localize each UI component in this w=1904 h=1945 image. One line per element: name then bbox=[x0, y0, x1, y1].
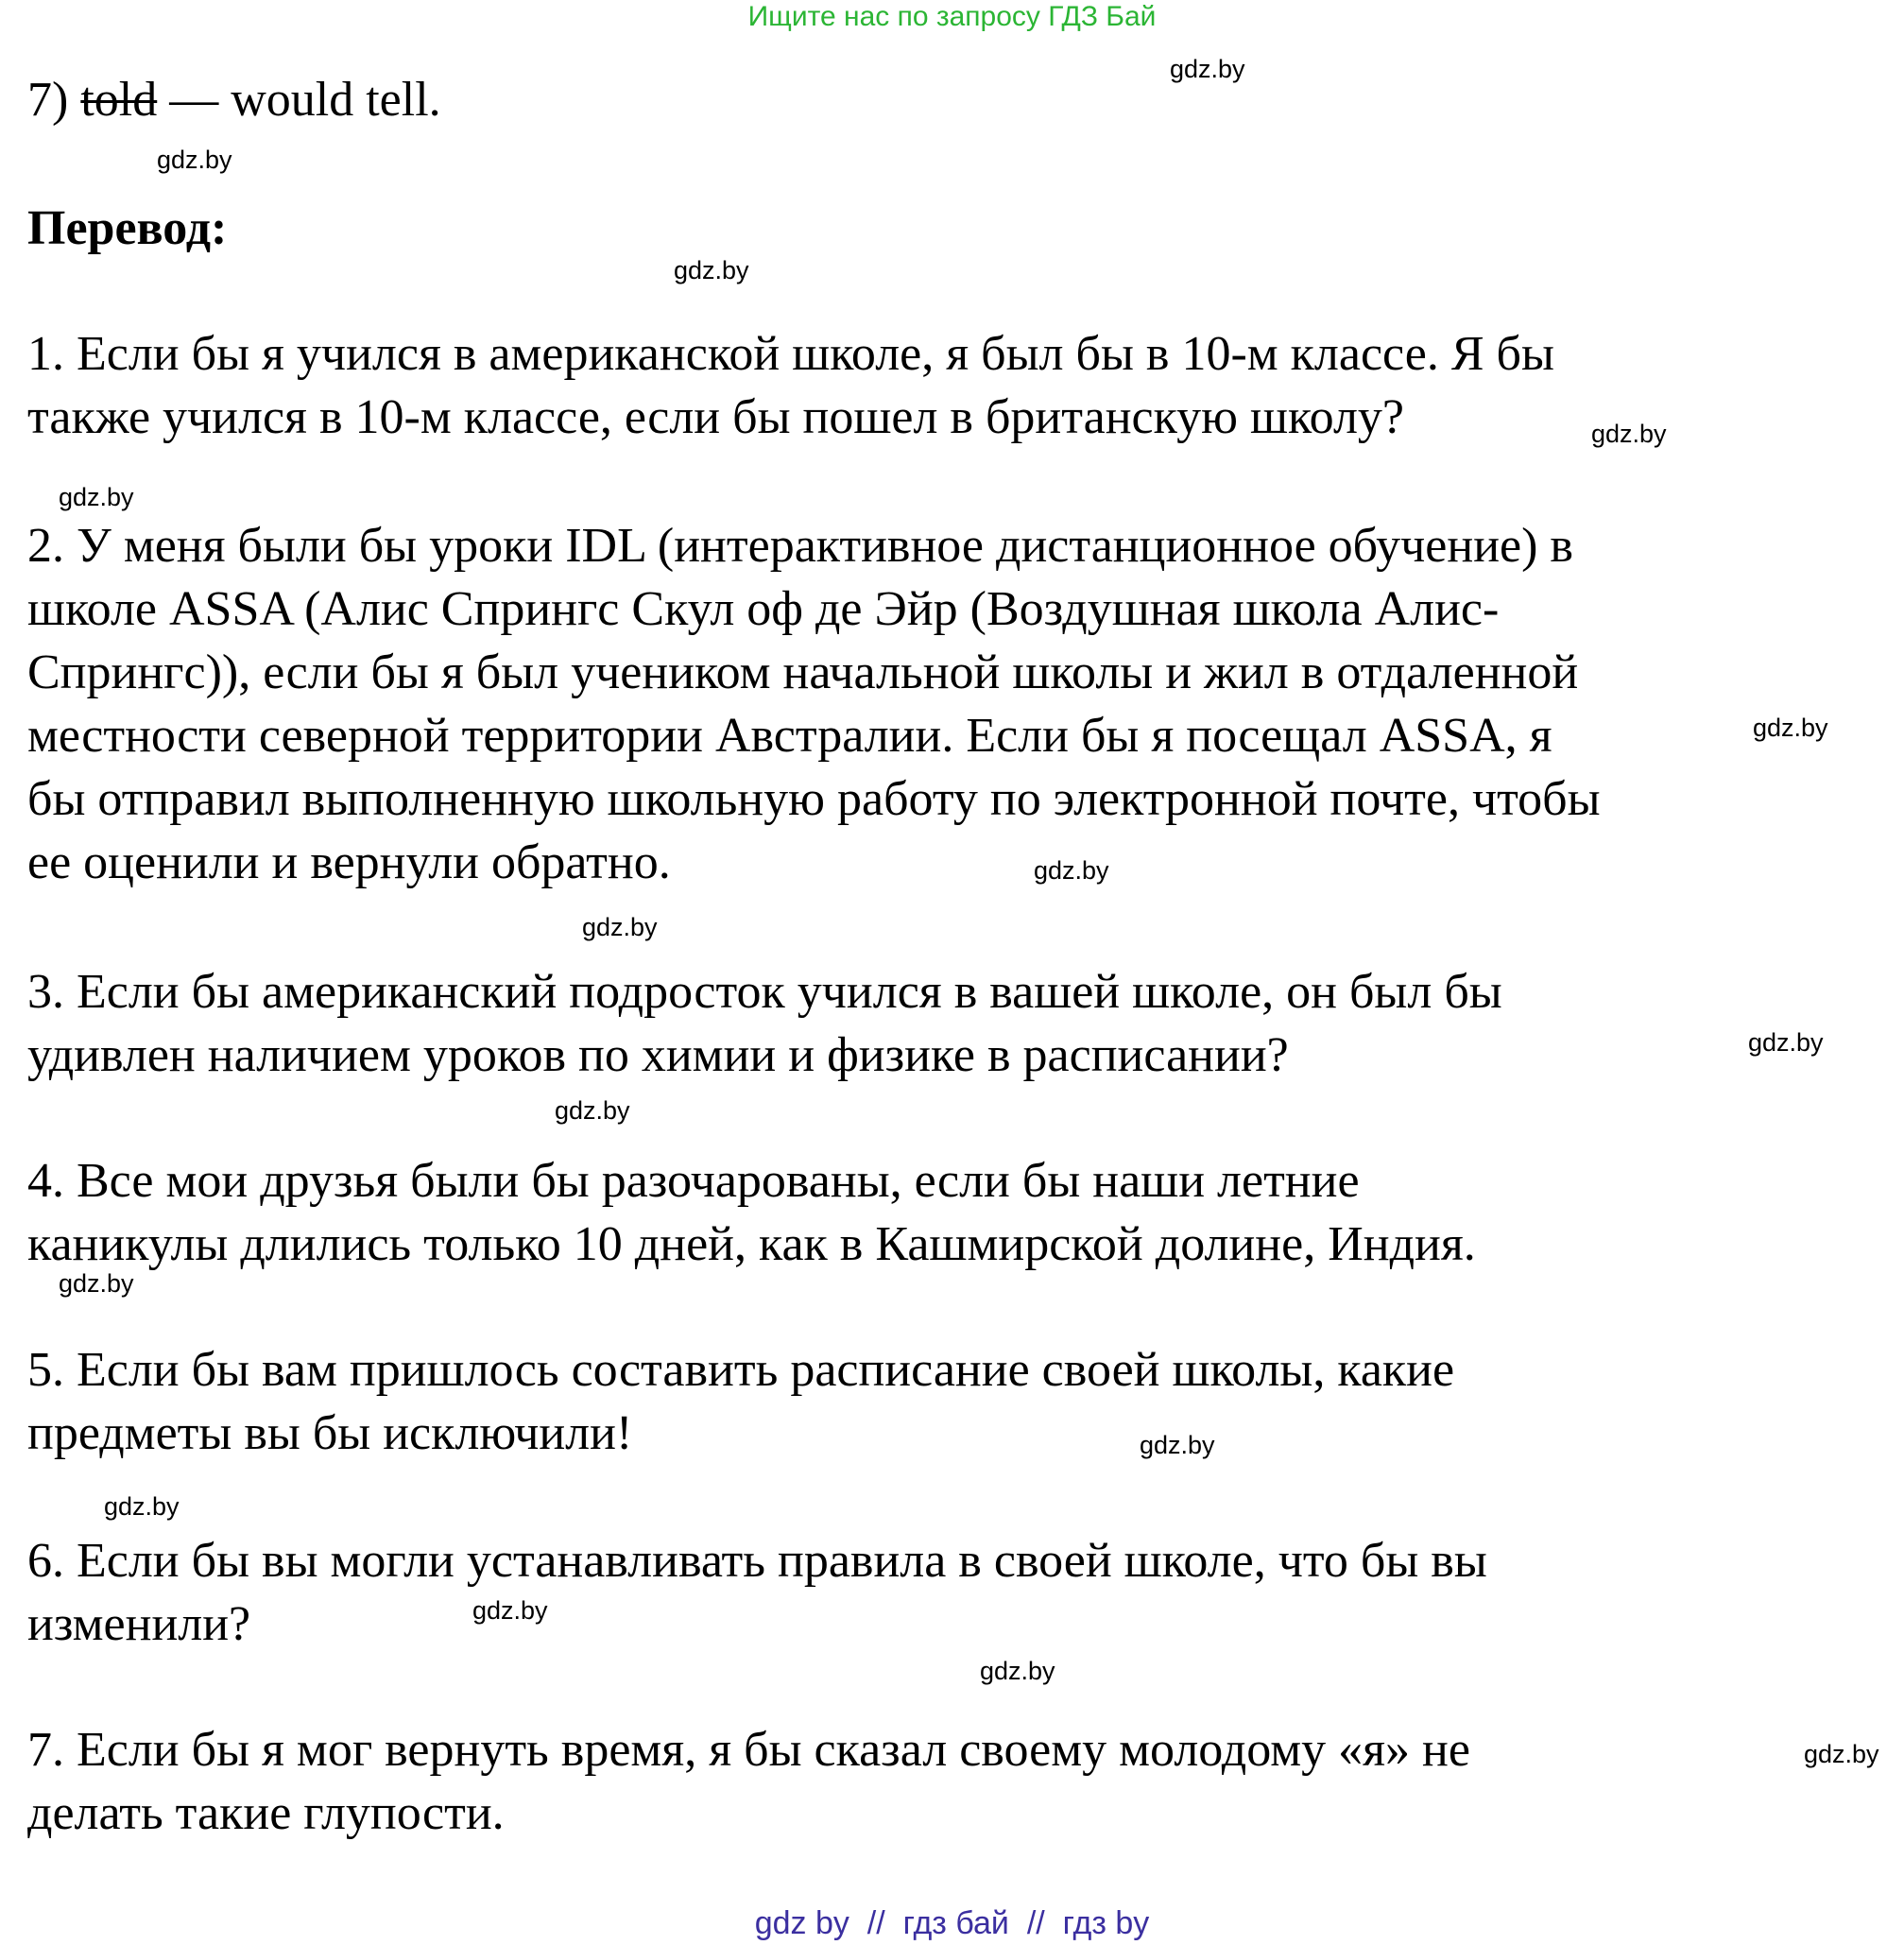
text-line: 2. У меня были бы уроки IDL (интерактивное дистанционное обучение) в bbox=[27, 519, 1573, 573]
watermark: gdz.by bbox=[582, 913, 658, 941]
text-line: также учился в 10-м классе, если бы пошел в британскую школу? bbox=[27, 390, 1404, 444]
text-line: 5. Если бы вам пришлось составить расписание своей школы, какие bbox=[27, 1343, 1455, 1397]
text-line: 7. Если бы я мог вернуть время, я бы сказал своему молодому «я» не bbox=[27, 1723, 1470, 1777]
text-line: делать такие глупости. bbox=[27, 1786, 505, 1840]
text-line: изменили? bbox=[27, 1597, 251, 1651]
watermark: gdz.by bbox=[1140, 1431, 1215, 1459]
answer-7 bbox=[27, 72, 441, 129]
translation-heading: Перевод: bbox=[27, 201, 228, 255]
watermark: gdz.by bbox=[1170, 55, 1245, 83]
text-line: местности северной территории Австралии. Если бы я посещал ASSA, я bbox=[27, 709, 1552, 763]
text-line: предметы вы бы исключили! bbox=[27, 1406, 633, 1460]
text-line: 3. Если бы американский подросток учился в вашей школе, он был бы bbox=[27, 965, 1502, 1019]
answer-7-struck-word: told bbox=[80, 73, 158, 127]
watermark: gdz.by bbox=[555, 1096, 630, 1125]
text-line: школе ASSA (Алис Спрингс Скул оф де Эйр (Воздушная школа Алис- bbox=[27, 582, 1500, 636]
watermark: gdz.by bbox=[157, 146, 232, 174]
watermark: gdz.by bbox=[59, 1269, 134, 1298]
watermark: gdz.by bbox=[1034, 856, 1109, 885]
answer-7-number: 7) bbox=[27, 73, 69, 127]
text-line: каникулы длились только 10 дней, как в Кашмирской долине, Индия. bbox=[27, 1217, 1476, 1271]
watermark: gdz.by bbox=[1748, 1028, 1824, 1057]
watermark: gdz.by bbox=[59, 483, 134, 511]
text-line: 1. Если бы я учился в американской школе, я был бы в 10-м классе. Я бы bbox=[27, 327, 1554, 381]
watermark: gdz.by bbox=[1753, 714, 1828, 742]
text-line: 4. Все мои друзья были бы разочарованы, если бы наши летние bbox=[27, 1154, 1360, 1208]
text-line: Спрингс)), если бы я был учеником начальной школы и жил в отдаленной bbox=[27, 645, 1579, 699]
watermark: gdz.by bbox=[674, 256, 749, 284]
watermark: gdz.by bbox=[1591, 420, 1667, 448]
watermark: gdz.by bbox=[980, 1657, 1055, 1685]
watermark: gdz.by bbox=[104, 1492, 180, 1521]
answer-7-correction: — would tell. bbox=[169, 73, 441, 127]
text-line: бы отправил выполненную школьную работу по электронной почте, чтобы bbox=[27, 772, 1601, 826]
footer-links: gdz by // гдз бай // гдз by bbox=[754, 1905, 1150, 1941]
text-line: ее оценили и вернули обратно. bbox=[27, 835, 671, 889]
watermark: gdz.by bbox=[472, 1596, 548, 1625]
watermark: gdz.by bbox=[1804, 1740, 1879, 1768]
text-line: 6. Если бы вы могли устанавливать правила в своей школе, что бы вы bbox=[27, 1534, 1487, 1588]
search-banner: Ищите нас по запросу ГДЗ Бай bbox=[747, 1, 1157, 32]
text-line: удивлен наличием уроков по химии и физике в расписании? bbox=[27, 1028, 1289, 1082]
